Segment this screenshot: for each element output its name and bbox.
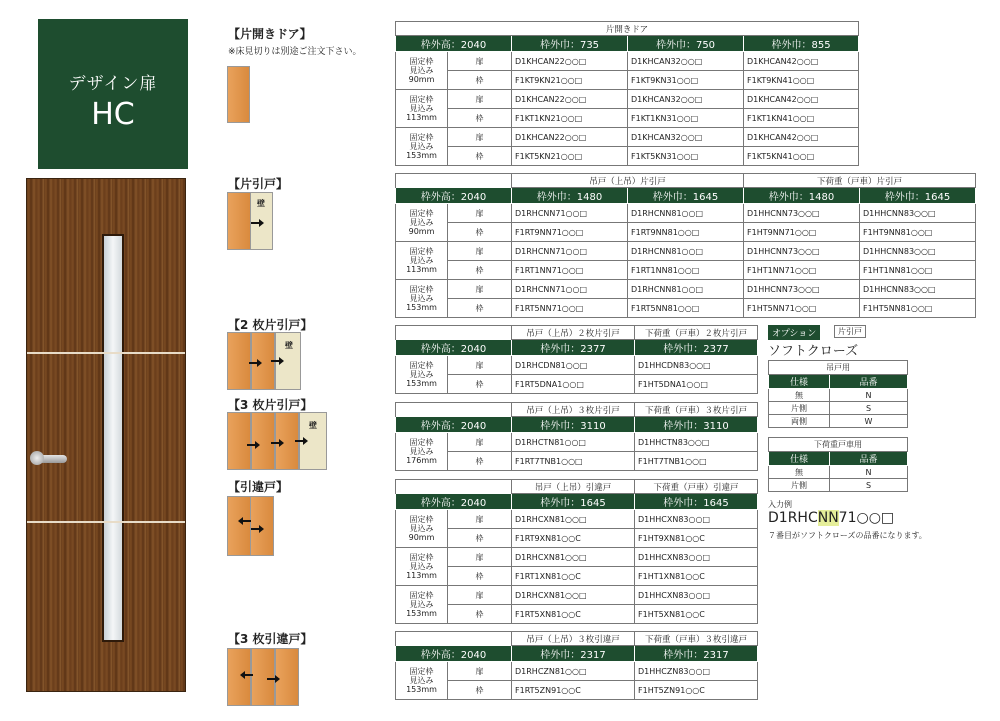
table-cell: F1HT9NN71○○□ xyxy=(744,223,860,242)
table-cell: 固定枠 見込み 153mm xyxy=(406,591,437,618)
col-header: 枠外巾：1480 xyxy=(512,188,628,204)
table-cell: F1KT9KN41○○□ xyxy=(744,71,859,90)
table-cell: D1RHCXN81○○□ xyxy=(512,548,635,567)
table-row xyxy=(396,375,758,394)
table-cell: 固定枠 見込み 90mm xyxy=(408,209,435,236)
table-cell: D1RHCTN81○○□ xyxy=(512,433,635,452)
table-cell: F1HT7TNB1○○□ xyxy=(635,452,758,471)
table-cell: 扉 xyxy=(448,242,512,261)
table-cell: F1KT5KN21○○□ xyxy=(512,147,628,166)
table-cell: 扉 xyxy=(448,510,512,529)
example-code xyxy=(768,510,894,526)
table-cell: 扉 xyxy=(448,90,512,109)
col-header: 枠外巾：2377 xyxy=(512,340,635,356)
table-cell: F1RT5NN71○○□ xyxy=(512,299,628,318)
col-header: 仕様 xyxy=(769,452,830,466)
table-cell: 枠 xyxy=(448,109,512,128)
table-row xyxy=(396,356,758,375)
section-note: ※床見切りは別途ご注文下さい。 xyxy=(228,47,362,57)
table-3-panel-sliding xyxy=(395,402,758,471)
table-option-hanging xyxy=(768,360,908,428)
table-row xyxy=(396,109,859,128)
table-cell: 固定枠 見込み 153mm xyxy=(406,667,437,694)
table-cell: D1HHCNN83○○□ xyxy=(860,242,976,261)
frame-depth-label xyxy=(396,510,448,548)
table-cell xyxy=(396,480,512,494)
table-cell: D1RHCZN81○○□ xyxy=(512,662,635,681)
col-header: 枠外巾：1645 xyxy=(512,494,635,510)
col-header: 枠外巾：735 xyxy=(512,36,628,52)
table-row xyxy=(396,681,758,700)
text-label: 71○○□ xyxy=(838,510,895,526)
table-cell: D1KHCAN42○○□ xyxy=(744,52,859,71)
table-cell: F1RT7TNB1○○□ xyxy=(512,452,635,471)
table-cell: D1KHCAN22○○□ xyxy=(512,52,628,71)
table-row xyxy=(396,128,859,147)
table-cell: F1HT9NN81○○□ xyxy=(860,223,976,242)
door-handle-rose xyxy=(30,451,44,465)
table-cell: F1HT5NN71○○□ xyxy=(744,299,860,318)
table-cell: 固定枠 見込み 113mm xyxy=(406,247,437,274)
table-cell: F1KT1KN31○○□ xyxy=(628,109,744,128)
table-cell: 扉 xyxy=(448,662,512,681)
bypass-sliding-door-icon xyxy=(227,496,275,556)
table-caption: 下荷重（戸車）２枚片引戸 xyxy=(635,326,758,340)
badge-line1: デザイン扉 xyxy=(68,74,158,94)
table-caption: 片開きドア xyxy=(396,22,859,36)
door-glass-slit xyxy=(102,234,124,642)
frame-depth-label xyxy=(396,128,448,166)
table-cell: F1RT9NN81○○□ xyxy=(628,223,744,242)
col-header: 枠外巾：1645 xyxy=(628,188,744,204)
table-row xyxy=(396,586,758,605)
table-cell: 枠 xyxy=(448,567,512,586)
col-header: 枠外巾：1645 xyxy=(635,494,758,510)
table-cell: N xyxy=(830,389,908,402)
table-2-panel-sliding xyxy=(395,325,758,394)
table-cell: F1HT5XN81○○C xyxy=(635,605,758,624)
table-cell: S xyxy=(830,402,908,415)
two-panel-sliding-door-icon xyxy=(227,332,301,390)
table-cell: 扉 xyxy=(448,280,512,299)
section-title-bypass-sliding: 【引違戸】 xyxy=(228,480,289,494)
table-caption: 吊戸（上吊）片引戸 xyxy=(512,174,744,188)
table-cell: D1HHCNN83○○□ xyxy=(860,280,976,299)
table-cell: 片側 xyxy=(769,402,830,415)
table-cell: W xyxy=(830,415,908,428)
wall-label: 壁 xyxy=(309,421,317,430)
col-header: 枠外高：2040 xyxy=(396,417,512,433)
table-cell: D1KHCAN32○○□ xyxy=(628,52,744,71)
table-cell: F1HT5ZN91○○C xyxy=(635,681,758,700)
table-cell: N xyxy=(830,466,908,479)
table-caption: 下荷重戸車用 xyxy=(769,438,908,452)
frame-depth-label xyxy=(396,204,448,242)
table-cell: D1RHCNN81○○□ xyxy=(628,242,744,261)
product-badge xyxy=(38,19,188,169)
table-row xyxy=(769,479,908,492)
wall-label: 壁 xyxy=(285,341,293,350)
table-cell: 固定枠 見込み 113mm xyxy=(406,95,437,122)
table-row xyxy=(396,529,758,548)
table-cell: F1RT1NN81○○□ xyxy=(628,261,744,280)
table-cell: 固定枠 見込み 113mm xyxy=(406,553,437,580)
table-row xyxy=(396,90,859,109)
table-cell: F1RT9XN81○○C xyxy=(512,529,635,548)
table-caption: 下荷重（戸車）引違戸 xyxy=(635,480,758,494)
table-cell: 扉 xyxy=(448,204,512,223)
col-header: 枠外巾：1645 xyxy=(860,188,976,204)
wall-label: 壁 xyxy=(257,199,265,208)
example-note: ７番目がソフトクローズの品番になります。 xyxy=(768,531,927,540)
table-caption: 吊戸（上吊）３枚引違戸 xyxy=(512,632,635,646)
table-cell: 枠 xyxy=(448,147,512,166)
table-caption: 下荷重（戸車）片引戸 xyxy=(744,174,976,188)
table-cell: F1RT5DNA1○○□ xyxy=(512,375,635,394)
col-header: 枠外巾：2317 xyxy=(512,646,635,662)
table-cell: F1HT1NN71○○□ xyxy=(744,261,860,280)
three-panel-bypass-door-icon xyxy=(227,648,299,706)
door-image xyxy=(26,178,186,692)
table-caption: 吊戸用 xyxy=(769,361,908,375)
table-cell xyxy=(396,326,512,340)
table-cell: D1HHCNN73○○□ xyxy=(744,280,860,299)
table-cell: 枠 xyxy=(448,529,512,548)
table-cell: 両側 xyxy=(769,415,830,428)
table-row xyxy=(396,223,976,242)
col-header: 枠外高：2040 xyxy=(396,646,512,662)
col-header: 枠外巾：3110 xyxy=(512,417,635,433)
door-groove xyxy=(27,521,185,523)
table-cell: 固定枠 見込み 153mm xyxy=(406,285,437,312)
col-header: 枠外高：2040 xyxy=(396,340,512,356)
table-option-roller xyxy=(768,437,908,492)
table-cell: F1HT1NN81○○□ xyxy=(860,261,976,280)
col-header: 枠外高：2040 xyxy=(396,36,512,52)
col-header: 枠外巾：2317 xyxy=(635,646,758,662)
col-header: 枠外高：2040 xyxy=(396,494,512,510)
table-row xyxy=(396,299,976,318)
table-row xyxy=(769,415,908,428)
frame-depth-label xyxy=(396,356,448,394)
table-sliding xyxy=(395,173,976,318)
table-cell: D1HHCNN73○○□ xyxy=(744,204,860,223)
table-caption: 吊戸（上吊）引違戸 xyxy=(512,480,635,494)
table-cell: D1RHCXN81○○□ xyxy=(512,510,635,529)
table-cell: F1RT5NN81○○□ xyxy=(628,299,744,318)
table-cell: 枠 xyxy=(448,452,512,471)
table-cell: F1KT5KN41○○□ xyxy=(744,147,859,166)
table-cell: D1RHCNN81○○□ xyxy=(628,280,744,299)
table-cell: D1HHCNN83○○□ xyxy=(860,204,976,223)
table-cell: D1KHCAN32○○□ xyxy=(628,128,744,147)
table-caption: 下荷重（戸車）３枚片引戸 xyxy=(635,403,758,417)
table-cell: D1HHCNN73○○□ xyxy=(744,242,860,261)
table-cell: 枠 xyxy=(448,223,512,242)
table-cell: F1HT9XN81○○C xyxy=(635,529,758,548)
table-row xyxy=(396,567,758,586)
table-caption: 下荷重（戸車）３枚引違戸 xyxy=(635,632,758,646)
table-cell: D1RHCNN71○○□ xyxy=(512,204,628,223)
table-row xyxy=(396,548,758,567)
table-cell: D1KHCAN22○○□ xyxy=(512,90,628,109)
table-cell: D1HHCXN83○○□ xyxy=(635,510,758,529)
col-header: 枠外巾：750 xyxy=(628,36,744,52)
sliding-door-icon xyxy=(227,192,273,250)
table-row xyxy=(396,71,859,90)
table-row xyxy=(396,261,976,280)
table-cell: 固定枠 見込み 153mm xyxy=(406,133,437,160)
three-panel-sliding-door-icon xyxy=(227,412,327,470)
table-cell: 扉 xyxy=(448,433,512,452)
table-row xyxy=(769,389,908,402)
frame-depth-label xyxy=(396,586,448,624)
table-cell: 扉 xyxy=(448,356,512,375)
table-cell: F1HT5NN81○○□ xyxy=(860,299,976,318)
text-label: D1RHC xyxy=(768,510,818,526)
table-cell: 枠 xyxy=(448,71,512,90)
col-header: 品番 xyxy=(830,375,908,389)
table-cell: 無 xyxy=(769,466,830,479)
col-header: 枠外巾：2377 xyxy=(635,340,758,356)
table-cell: D1HHCXN83○○□ xyxy=(635,586,758,605)
section-title-3-panel-sliding: 【3 枚片引戸】 xyxy=(228,398,313,412)
frame-depth-label xyxy=(396,90,448,128)
table-cell: F1HT1XN81○○C xyxy=(635,567,758,586)
table-row xyxy=(396,204,976,223)
frame-depth-label xyxy=(396,662,448,700)
table-cell: D1KHCAN22○○□ xyxy=(512,128,628,147)
col-header: 枠外巾：855 xyxy=(744,36,859,52)
table-row xyxy=(769,402,908,415)
table-cell: 枠 xyxy=(448,299,512,318)
frame-depth-label xyxy=(396,280,448,318)
col-header: 枠外高：2040 xyxy=(396,188,512,204)
single-swing-door-icon xyxy=(227,66,250,123)
table-cell: S xyxy=(830,479,908,492)
col-header: 枠外巾：1480 xyxy=(744,188,860,204)
table-row xyxy=(396,52,859,71)
table-cell: 固定枠 見込み 90mm xyxy=(408,515,435,542)
table-row xyxy=(396,662,758,681)
table-bypass-sliding xyxy=(395,479,758,624)
table-row xyxy=(396,510,758,529)
table-cell: 固定枠 見込み 153mm xyxy=(406,361,437,388)
col-header: 仕様 xyxy=(769,375,830,389)
table-cell: F1KT1KN21○○□ xyxy=(512,109,628,128)
table-row xyxy=(396,605,758,624)
table-cell: 枠 xyxy=(448,375,512,394)
frame-depth-label xyxy=(396,242,448,280)
table-cell: 枠 xyxy=(448,261,512,280)
table-cell: F1RT9NN71○○□ xyxy=(512,223,628,242)
option-tag: 片引戸 xyxy=(834,325,866,338)
option-title: ソフトクローズ xyxy=(768,344,859,359)
table-cell: 無 xyxy=(769,389,830,402)
table-cell: D1RHCNN81○○□ xyxy=(628,204,744,223)
table-row xyxy=(396,147,859,166)
table-cell: D1RHCXN81○○□ xyxy=(512,586,635,605)
table-cell: D1HHCTN83○○□ xyxy=(635,433,758,452)
table-single-swing xyxy=(395,21,859,166)
example-label: 入力例 xyxy=(768,500,792,509)
example-highlight: NN xyxy=(817,510,839,526)
table-cell: D1HHCXN83○○□ xyxy=(635,548,758,567)
badge-line2: HC xyxy=(91,97,135,132)
table-row xyxy=(396,433,758,452)
section-title-sliding: 【片引戸】 xyxy=(228,177,289,191)
table-row xyxy=(769,466,908,479)
table-cell: F1HT5DNA1○○□ xyxy=(635,375,758,394)
section-title-2-panel-sliding: 【2 枚片引戸】 xyxy=(228,318,313,332)
table-cell xyxy=(396,174,512,188)
table-cell: D1KHCAN42○○□ xyxy=(744,128,859,147)
table-3-panel-bypass xyxy=(395,631,758,700)
table-cell: D1RHCNN71○○□ xyxy=(512,242,628,261)
table-cell: 片側 xyxy=(769,479,830,492)
frame-depth-label xyxy=(396,52,448,90)
table-cell: 扉 xyxy=(448,586,512,605)
table-cell xyxy=(396,632,512,646)
section-title-3-panel-bypass: 【3 枚引違戸】 xyxy=(228,632,313,646)
table-cell: F1KT1KN41○○□ xyxy=(744,109,859,128)
table-cell xyxy=(396,403,512,417)
table-cell: F1RT5XN81○○C xyxy=(512,605,635,624)
table-row xyxy=(396,280,976,299)
table-cell: D1RHCDN81○○□ xyxy=(512,356,635,375)
col-header: 品番 xyxy=(830,452,908,466)
table-row xyxy=(396,452,758,471)
table-cell: 固定枠 見込み 90mm xyxy=(408,57,435,84)
table-cell: D1RHCNN71○○□ xyxy=(512,280,628,299)
table-cell: F1RT5ZN91○○C xyxy=(512,681,635,700)
option-badge: オプション xyxy=(768,325,820,340)
table-row xyxy=(396,242,976,261)
frame-depth-label xyxy=(396,433,448,471)
table-cell: 扉 xyxy=(448,128,512,147)
frame-depth-label xyxy=(396,548,448,586)
table-cell: 扉 xyxy=(448,52,512,71)
table-cell: D1HHCDN83○○□ xyxy=(635,356,758,375)
col-header: 枠外巾：3110 xyxy=(635,417,758,433)
table-cell: D1KHCAN42○○□ xyxy=(744,90,859,109)
table-caption: 吊戸（上吊）２枚片引戸 xyxy=(512,326,635,340)
table-cell: 枠 xyxy=(448,681,512,700)
table-cell: F1KT9KN21○○□ xyxy=(512,71,628,90)
table-cell: 固定枠 見込み 176mm xyxy=(406,438,437,465)
table-cell: D1KHCAN32○○□ xyxy=(628,90,744,109)
table-cell: F1KT9KN31○○□ xyxy=(628,71,744,90)
table-cell: F1KT5KN31○○□ xyxy=(628,147,744,166)
table-cell: F1RT1XN81○○C xyxy=(512,567,635,586)
table-cell: 扉 xyxy=(448,548,512,567)
table-cell: 枠 xyxy=(448,605,512,624)
door-groove xyxy=(27,352,185,354)
section-title-single-swing: 【片開きドア】 xyxy=(228,27,312,41)
table-cell: D1HHCZN83○○□ xyxy=(635,662,758,681)
table-cell: F1RT1NN71○○□ xyxy=(512,261,628,280)
table-caption: 吊戸（上吊）３枚片引戸 xyxy=(512,403,635,417)
